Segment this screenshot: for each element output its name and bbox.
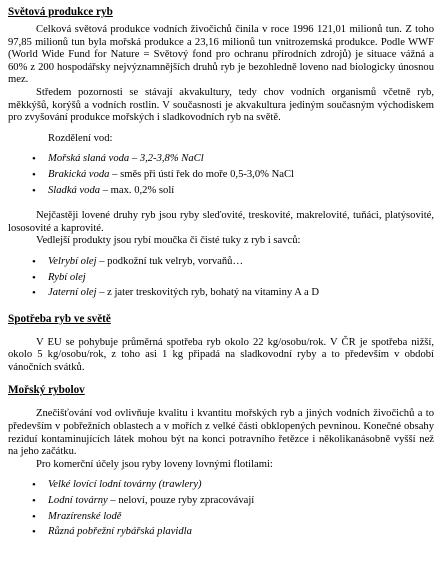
list-item: • Mořská slaná voda – 3,2-3,8% NaCl [48,153,434,166]
section-heading-sea-fishing: Mořský rybolov [8,384,85,397]
list-item: • Jaterní olej – z jater treskovitých ryb, bohatý na vitaminy A a D [48,287,434,300]
list-item: • Velrybí olej – podkožní tuk velryb, vorvaňů… [48,256,434,269]
list-item: • Sladká voda – max. 0,2% solí [48,185,434,198]
list-item: • Brakická voda – směs při ústí řek do moře 0,5-3,0% NaCl [48,169,434,182]
paragraph-world-production: Celková světová produkce vodních živočichů činila v roce 1996 121,01 milionů tun. Z toho 97,85 milionů tun byla mořská produkce a 23,16 milionů tun vnitrozemská produkce. Podle WWF (World Wide Fund for Nature = Světový fond pro ochranu přírodních zdrojů) je situace vážná a 60% z 200 hospodářsky nejvýznamnějších druhů ryb je bezohledně loveno nad biologicky únosnou mez. [8,24,434,86]
list-item: • Mrazírenské lodě [48,511,434,524]
byproducts-list [8,256,434,300]
fleets-list [8,479,434,538]
section-heading-world-fish-production: Světová produkce ryb [8,6,113,18]
section-heading-fish-consumption: Spotřeba ryb ve světě [8,312,111,325]
paragraph-common-species: Nejčastěji lovené druhy ryb jsou ryby sleďovité, treskovité, makrelovité, tuňáci, platýsovité, lososovité a kaprovité. [8,210,434,234]
paragraph-pollution: Znečišťování vod ovlivňuje kvalitu i kvantitu mořských ryb a jiných vodních živočichů a to především v pobřežních oblastech a v mořích z velké části obklopených pevninou. Konečné obsahy reziduí kontaminujících látek mohou být na konci potravního řetězce i několikanásobně vyšší než na jeho začátku. [8,408,434,458]
water-types-list [8,153,434,197]
list-item: • Rybí olej [48,272,434,285]
paragraph-consumption: V EU se pohybuje průměrná spotřeba ryb okolo 22 kg/osobu/rok. V ČR je spotřeba nižší, okolo 5 kg/osobu/rok, z toho asi 1 kg připadá na sladkovodní ryby a to především v období vánočních svátků. [8,336,434,373]
paragraph-fleets-intro: Pro komerční účely jsou ryby loveny lovnými flotilami: [36,458,273,470]
paragraph-byproducts: Vedlejší produkty jsou rybí moučka či čisté tuky z ryb i savců: [36,235,301,247]
water-division-subheading: Rozdělení vod: [48,132,113,144]
list-item: • Různá pobřežní rybářská plavidla [48,526,434,539]
list-item: • Lodní továrny – neloví, pouze ryby zpracovávají [48,495,434,508]
paragraph-aquaculture: Středem pozornosti se stávají akvakultury, tedy chov vodních organismů včetně ryb, měkkýšů, korýšů a vodních rostlin. V současnosti je akvakultura jediným současným východiskem pro zvyšování produkce mořských i sladkovodních ryb na světě. [8,86,434,124]
list-item: • Velké lovící lodní továrny (trawlery) [48,479,434,492]
document-page [8,6,434,542]
